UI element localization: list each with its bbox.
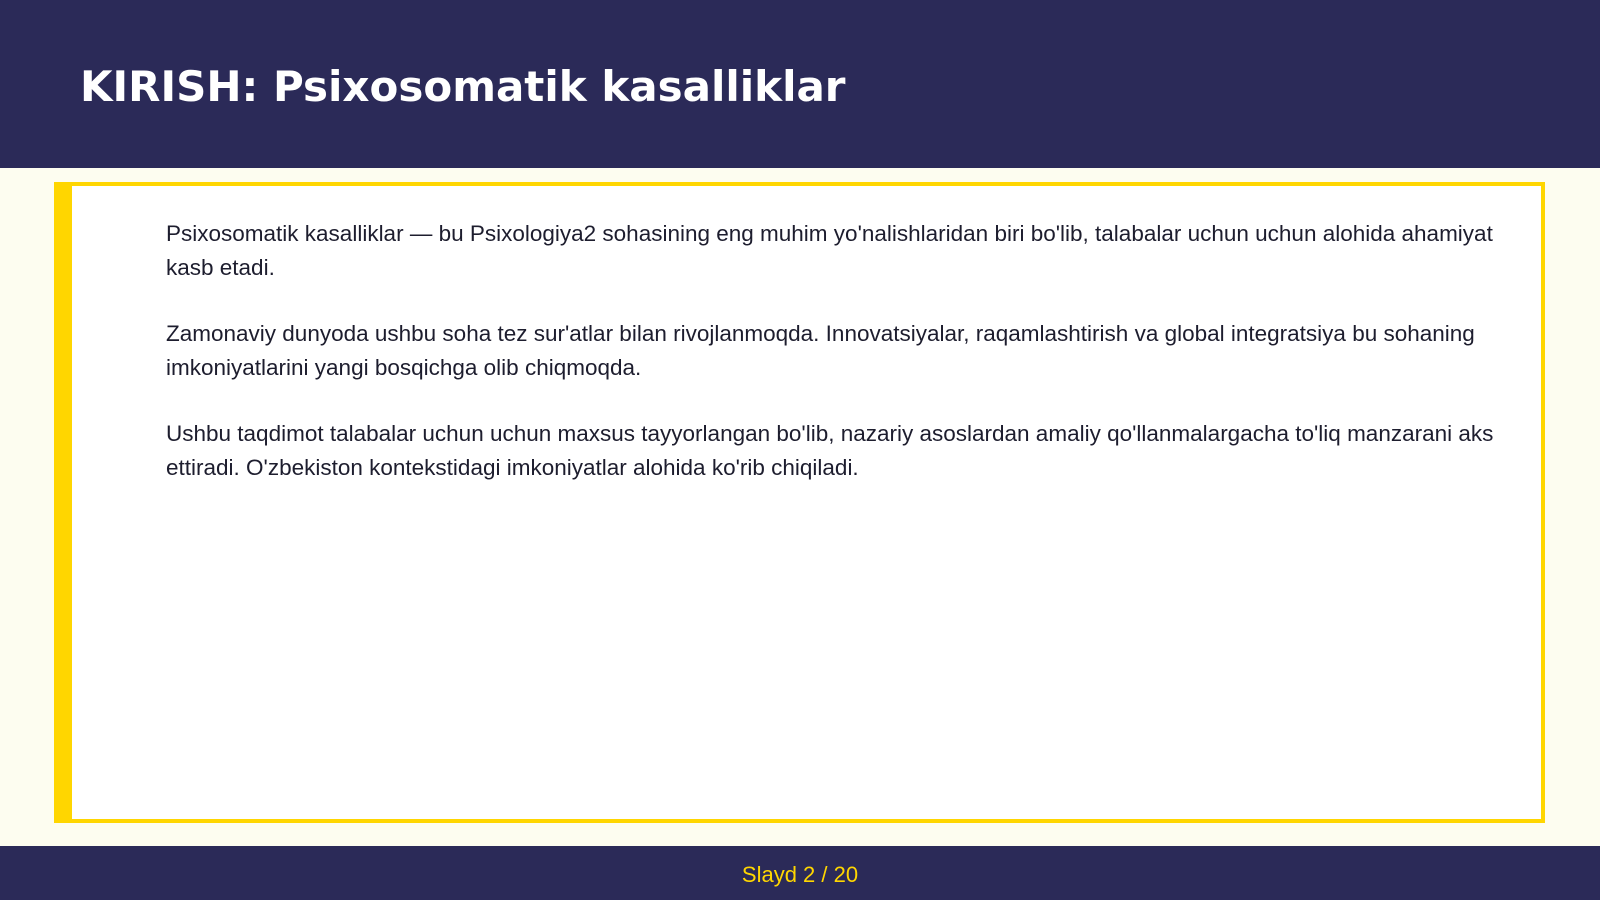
slide-title: KIRISH: Psixosomatik kasalliklar <box>80 62 846 111</box>
slide-footer <box>0 846 1600 900</box>
content-card <box>54 182 1545 823</box>
paragraph-presentation-purpose: Ushbu taqdimot talabalar uchun uchun maxsus tayyorlangan bo'lib, nazariy asoslardan amaliy qo'llanmalargacha to'liq manzarani aks ettiradi. O'zbekiston kontekstidagi imkoniyatlar alohida ko'rib chiqiladi. <box>166 421 1494 480</box>
paragraph-modern-world: Zamonaviy dunyoda ushbu soha tez sur'atlar bilan rivojlanmoqda. Innovatsiyalar, raqamlashtirish va global integratsiya bu sohaning imkoniyatlarini yangi bosqichga olib chiqmoqda. <box>166 321 1475 380</box>
paragraph-intro: Psixosomatik kasalliklar — bu Psixologiya2 sohasining eng muhim yo'nalishlaridan biri bo'lib, talabalar uchun uchun alohida ahamiyat kasb etadi. <box>166 221 1493 280</box>
slide-counter: Slayd 2 / 20 <box>741 862 859 887</box>
content-body <box>166 217 1531 517</box>
slide-header <box>0 0 1600 168</box>
